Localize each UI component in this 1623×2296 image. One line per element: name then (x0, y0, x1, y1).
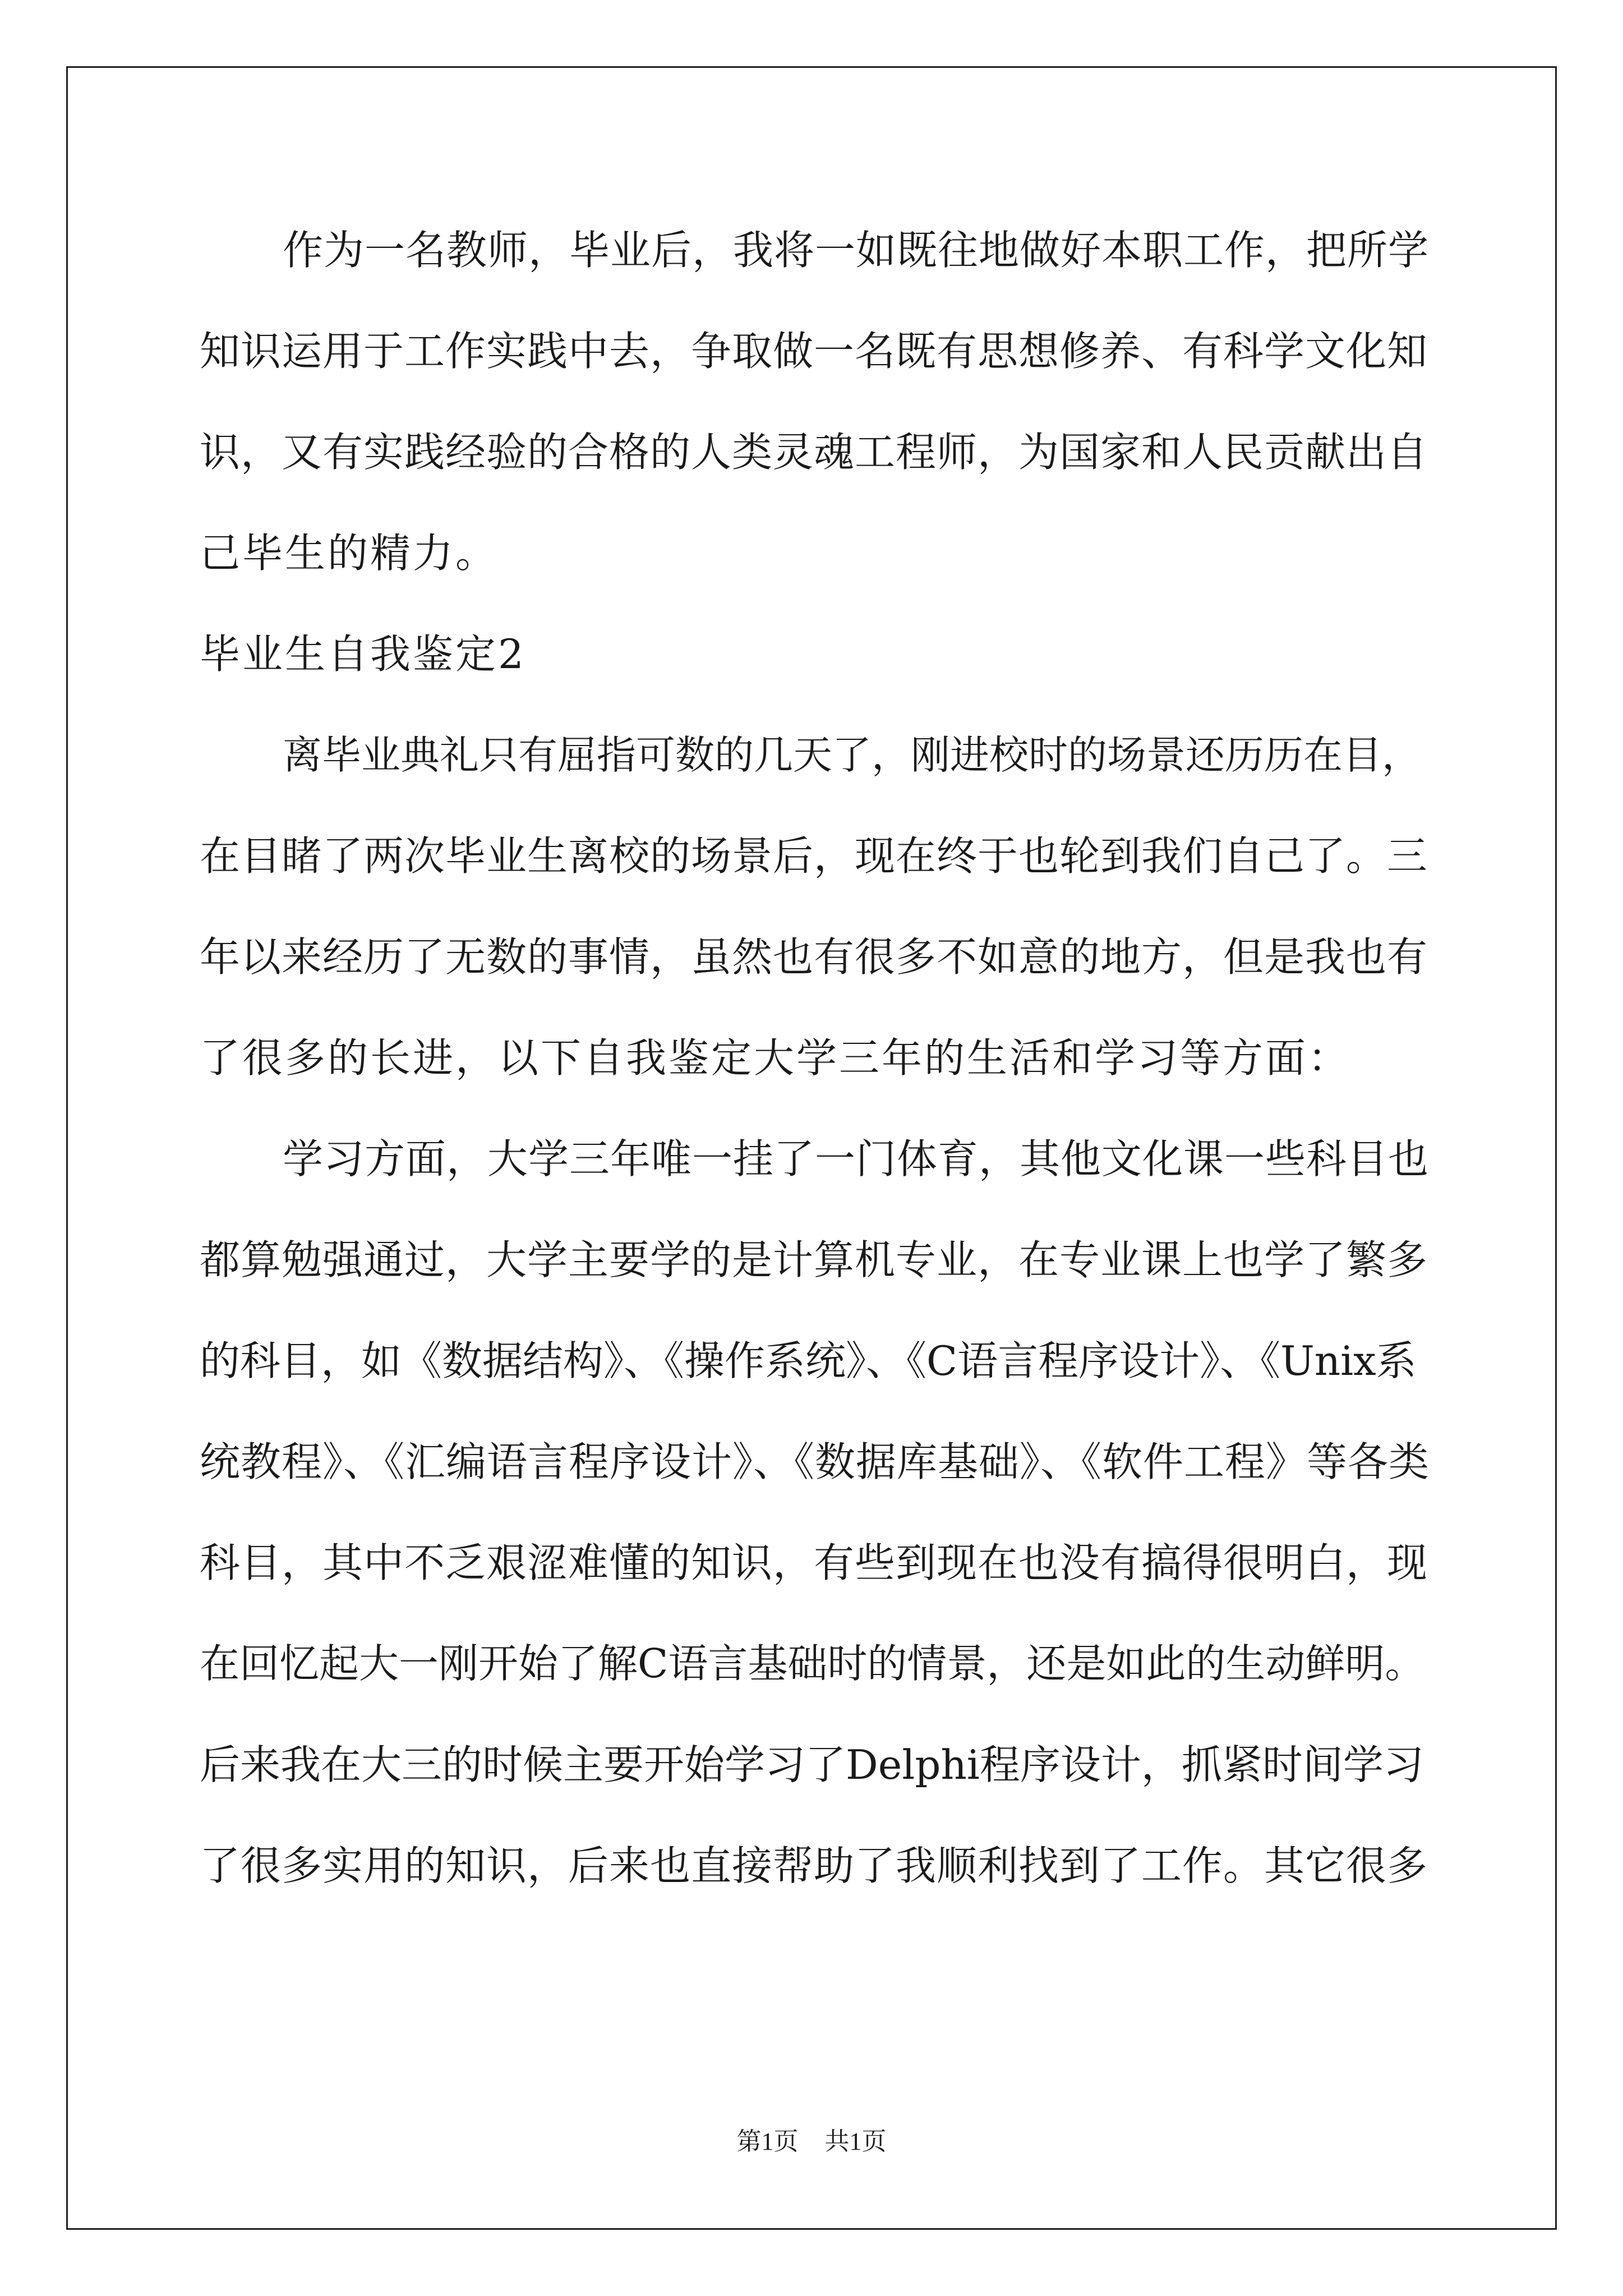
paragraph-line: 都算勉强通过，大学主要学的是计算机专业，在专业课上也学了繁多 (200, 1236, 1428, 1283)
paragraph-line: 了很多实用的知识，后来也直接帮助了我顺利找到了工作。其它很多 (200, 1842, 1428, 1889)
paragraph-line: 的科目，如《数据结构》、《操作系统》、《C语言程序设计》、《Unix系 (200, 1337, 1417, 1384)
section-heading: 毕业生自我鉴定2 (200, 631, 526, 678)
paragraph-line: 在回忆起大一刚开始了解C语言基础时的情景，还是如此的生动鲜明。 (200, 1640, 1425, 1687)
paragraph-line: 知识运用于工作实践中去，争取做一名既有思想修养、有科学文化知 (200, 328, 1428, 375)
paragraph-line: 年以来经历了无数的事情，虽然也有很多不如意的地方，但是我也有 (200, 933, 1428, 981)
paragraph-line: 己毕生的精力。 (200, 530, 499, 577)
paragraph-line: 了很多的长进，以下自我鉴定大学三年的生活和学习等方面： (200, 1034, 1351, 1082)
paragraph-line: 学习方面，大学三年唯一挂了一门体育，其他文化课一些科目也 (283, 1135, 1430, 1182)
paragraph-line: 统教程》、《汇编语言程序设计》、《数据库基础》、《软件工程》等各类 (200, 1438, 1430, 1485)
page-number: 第1页 (736, 2128, 799, 2155)
paragraph-line: 后来我在大三的时候主要开始学习了Delphi程序设计，抓紧时间学习 (200, 1741, 1424, 1788)
paragraph-line: 在目睹了两次毕业生离校的场景后，现在终于也轮到我们自己了。三 (200, 832, 1428, 880)
paragraph-line: 识，又有实践经验的合格的人类灵魂工程师，为国家和人民贡献出自 (200, 429, 1428, 476)
paragraph-line: 作为一名教师，毕业后，我将一如既往地做好本职工作，把所学 (283, 227, 1430, 274)
paragraph-line: 离毕业典礼只有屈指可数的几天了，刚进校时的场景还历历在目， (283, 732, 1421, 778)
page-footer (0, 2126, 1623, 2157)
paragraph-line: 科目，其中不乏艰涩难懂的知识，有些到现在也没有搞得很明白，现 (200, 1539, 1428, 1586)
page-total: 共1页 (824, 2128, 887, 2155)
